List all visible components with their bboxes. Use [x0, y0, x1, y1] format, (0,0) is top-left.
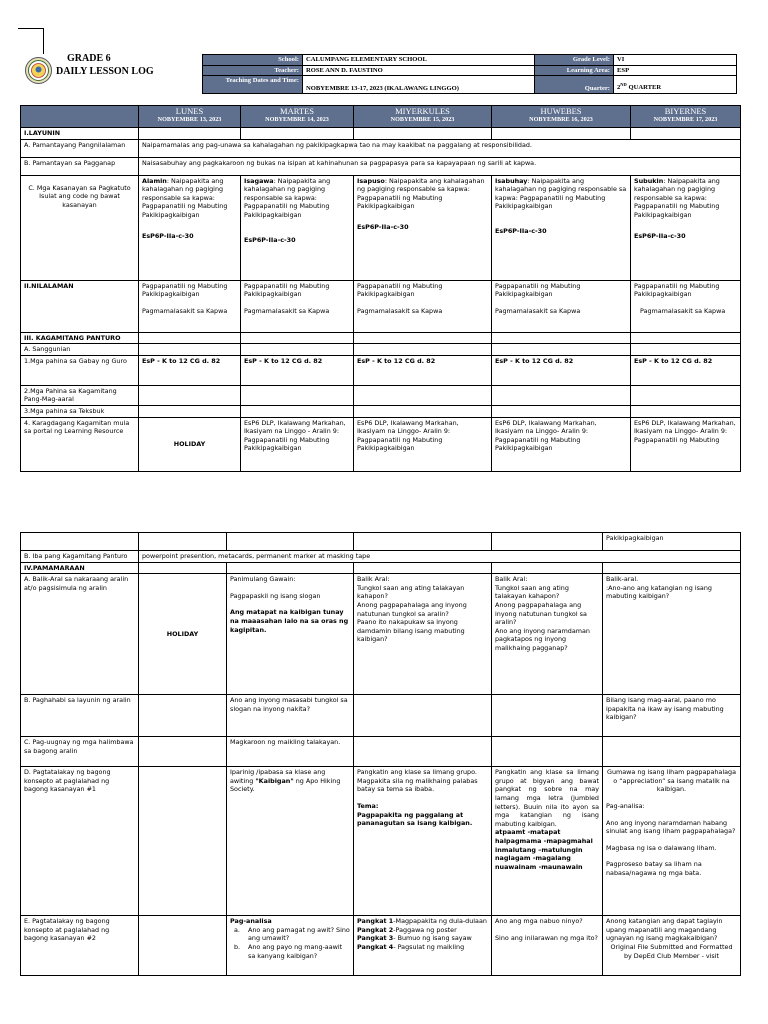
info-table [202, 54, 737, 94]
day-header-huwebes: HUWEBES NOBYEMBRE 16, 2023 [492, 106, 631, 128]
gabay-huwebes: EsP - K to 12 CG d. 82 [492, 355, 631, 385]
corner-line-h [18, 28, 44, 29]
grade-level-label: Grade Level: [535, 55, 614, 66]
learning-area-value: ESP [614, 65, 737, 76]
lesson-table-2 [20, 532, 741, 976]
dll-title: DAILY LESSON LOG [56, 66, 154, 77]
grade-label: GRADE 6 [67, 53, 111, 64]
kasanayan-martes: Isagawa: Naipapakita ang kahalagahan ng pagiging responsable sa kapwa: Pagpapanatili ng Mabuting Pakikipagkaibigan EsP6P-IIa-c-30 [241, 175, 354, 280]
holiday-lunes-2: HOLIDAY [139, 574, 227, 695]
pagtatalakay-1-biyernes: Gumawa ng isang liham pagpapahalaga o “appreciation” sa isang matalik na kaibigan. Pag-analisa: Ano ang inyong naramdaman habang sinulat ang isang liham pagpapahalaga? Magbasa ng isa o dalawang liham. Pagproseso batay sa liham na nabasa/nagawa ng mga bata. [603, 767, 741, 916]
day-header-miyerkules: MIYERKULES NOBYEMBRE 15, 2023 [354, 106, 492, 128]
day-header-martes: MARTES NOBYEMBRE 14, 2023 [241, 106, 354, 128]
row-label-iba-pang-kagamitan: B. Iba pang Kagamitang Panturo [21, 551, 139, 563]
row-label-teksbuk: 3.Mga pahina sa Teksbuk [21, 405, 139, 417]
deped-seal-icon [25, 57, 52, 84]
kasanayan-miyerkules: Isapuso: Naipapakita ang kahalagahan ng pagiging responsable sa kapwa: Pagpapanatili ng Mabuting Pakikipagkaibigan EsP6P-IIa-c-30 [354, 175, 492, 280]
teaching-dates-label: Teaching Dates and Time: [203, 76, 303, 94]
nilalaman-miyerkules: Pagpapanatili ng Mabuting Pakikipagkaibigan Pagmamalasakit sa Kapwa [354, 280, 492, 332]
gabay-miyerkules: EsP - K to 12 CG d. 82 [354, 355, 492, 385]
karagdagan-biyernes: EsP6 DLP, Ikalawang Markahan, Ikasiyam na Linggo- Aralin 9: Pagpapanatili ng Mabuting [631, 417, 741, 471]
karagdagan-miyerkules: EsP6 DLP, Ikalawang Markahan, Ikasiyam na Linggo- Aralin 9: Pagpapanatili ng Mabuting Pakikipagkaibigan [354, 417, 492, 471]
section-pamamaraan: IV.PAMAMARAAN [21, 562, 139, 574]
paghahabi-martes: Ano ang inyong masasabi tungkol sa slogan na inyong nakita? [227, 695, 354, 737]
lesson-table-1 [20, 105, 741, 472]
kasanayan-lunes: Alamin: Naipapakita ang kahalagahan ng pagiging responsable sa kapwa: Pagpapanatili ng Mabuting Pakikipagkaibigan EsP6P-IIa-c-30 [139, 175, 241, 280]
kasanayan-huwebes: Isabuhay: Naipapakita ang kahalagahan ng pagiging responsable sa kapwa: Pagpapanatili ng Mabuting Pakikipagkaibigan EsP6P-IIa-c-30 [492, 175, 631, 280]
pagtatalakay-1-huwebes: Pangkatin ang klase sa limang grupo at bigyan ang bawat pangkat ng sobre na may lamang mga letra (jumbled letters). Buuin nila ito ayon sa mga katangian ng isang mabuting kaibigan. atpaamt -matapat halpagmama -mapagmahal inmalutang –matulungin naglagam -magalang nuawainam -maunawain [492, 767, 603, 916]
day-header-lunes: LUNES NOBYEMBRE 13, 2023 [139, 106, 241, 128]
balik-aral-martes: Panimulang Gawain: Pagpapaskil ng isang slogan Ang matapat na kaibigan tunay na maaasahan lalo na sa oras ng kagipitan. [227, 574, 354, 695]
pagtatalakay-1-miyerkules: Pangkatin ang klase sa limang grupo. Magpakita sila ng malikhaing palabas batay sa tema sa ibaba. Tema: Pagpapakita ng paggalang at pananagutan sa isang kaibigan. [354, 767, 492, 916]
karagdagan-martes: EsP6 DLP, Ikalawang Markahan, Ikasiyam na Linggo - Aralin 9: Pagpapanatili ng Mabuting Pakikipagkaibigan [241, 417, 354, 471]
row-label-paghahabi: B. Paghahabi sa layunin ng aralin [21, 695, 139, 737]
pagtatalakay-2-huwebes: Ano ang mga nabuo ninyo? Sino ang inilarawan ng mga ito? [492, 916, 603, 976]
teacher-value: ROSE ANN D. FAUSTINO [303, 65, 535, 76]
gabay-biyernes: EsP - K to 12 CG d. 82 [631, 355, 741, 385]
day-header-biyernes: BIYERNES NOBYEMBRE 17, 2023 [631, 106, 741, 128]
row-label-karagdagang-kagamitan: 4. Karagdagang Kagamitan mula sa portal ng Learning Resource [21, 417, 139, 471]
row-label-balik-aral: A. Balik-Aral sa nakaraang aralin at/o pagsisimula ng aralin [21, 574, 139, 695]
row-label-pagtatalakay-2: E. Pagtatalakay ng bagong konsepto at paglalahad ng bagong kasanayan #2 [21, 916, 139, 976]
balik-aral-miyerkules: Balik Aral: Tungkol saan ang ating talakayan kahapon? Anong pagpapahalaga ang inyong natutunan tungkol sa aralin? Paano ito nakapukaw sa inyong damdamin bilang isang mabuting kaibigan? [354, 574, 492, 695]
row-label-gabay-ng-guro: 1.Mga pahina sa Gabay ng Guro [21, 355, 139, 385]
nilalaman-huwebes: Pagpapanatili ng Mabuting Pakikipagkaibigan Pagmamalasakit sa Kapwa [492, 280, 631, 332]
balik-aral-biyernes: Balik-aral. :Ano-ano ang katangian ng isang mabuting kaibigan? [603, 574, 741, 695]
gabay-martes: EsP - K to 12 CG d. 82 [241, 355, 354, 385]
nilalaman-biyernes: Pagpapanatili ng Mabuting Pakikipagkaibigan Pagmamalasakit sa Kapwa [631, 280, 741, 332]
list-marker-a: a. [234, 925, 240, 934]
row-label-kagamitang-pang-mag-aaral: 2.Mga Pahina sa Kagamitang Pang-Mag-aaral [21, 385, 139, 405]
list-marker-b: b. [234, 942, 241, 951]
holiday-lunes: HOLIDAY [139, 417, 241, 471]
row-label-pag-uugnay: C. Pag-uugnay ng mga halimbawa sa bagong aralin [21, 737, 139, 767]
corner-line-v [43, 28, 44, 54]
school-label: School: [203, 55, 303, 66]
teacher-label: Teacher: [203, 65, 303, 76]
balik-aral-huwebes: Balik Aral: Tungkol saan ang ating talakayan kahapon? Anong pagpapahalaga ang inyong natutunan tungkol sa aralin? Ano ang inyong naramdaman pagkatapos ng inyong malikhaing pagganap? [492, 574, 603, 695]
kasanayan-biyernes: Subukin: Naipapakita ang kahalagahan ng pagiging responsable sa kapwa: Pagpapanatili ng Mabuting Pakikipagkaibigan EsP6P-IIa-c-30 [631, 175, 741, 280]
pagtatalakay-2-martes: Pag-analisa a. Ano ang pamagat ng awit? Sino ang umawit? b. Ano ang payo ng mang-aawit sa kanyang kaibigan? [227, 916, 354, 976]
karagdagan-huwebes: EsP6 DLP, Ikalawang Markahan, Ikasiyam na Linggo- Aralin 9: Pagpapanatili ng Mabuting Pakikipagkaibigan [492, 417, 631, 471]
row-label-kasanayan: C. Mga Kasanayan sa Pagkatuto Isulat ang code ng bawat kasanayan [21, 175, 139, 280]
pamantayang-pangnilalaman-text: Naipamamalas ang pag-unawa sa kahalagahan ng pakikipagkapwa tao na may kaakibat na paggalang at responsibilidad. [139, 139, 741, 157]
school-value: CALUMPANG ELEMENTARY SCHOOL [303, 55, 535, 66]
iba-pang-kagamitan-text: powerpoint presention, metacards, permanent marker at masking tape [139, 551, 741, 563]
pagtatalakay-2-biyernes: Anong katangian ang dapat taglayin upang mapanatili ang magandang ugnayan ng isang magkakaibigan? Original File Submitted and Formatted by DepEd Club Member - visit [603, 916, 741, 976]
nilalaman-lunes: Pagpapanatili ng Mabuting Pakikipagkaibigan Pagmamalasakit sa Kapwa [139, 280, 241, 332]
teaching-dates-value: NOBYEMBRE 13-17, 2023 (IKALAWANG LINGGO) [303, 76, 535, 94]
pagtatalakay-1-martes: Iparinig /ipabasa sa klase ang awiting "Kaibigan" ng Apo Hiking Society. [227, 767, 354, 916]
section-layunin: I.LAYUNIN [21, 128, 139, 140]
nilalaman-martes: Pagpapanatili ng Mabuting Pakikipagkaibigan Pagmamalasakit sa Kapwa [241, 280, 354, 332]
section-nilalaman: II.NILALAMAN [21, 280, 139, 332]
row-label-pagtatalakay-1: D. Pagtatalakay ng bagong konsepto at paglalahad ng bagong kasanayan #1 [21, 767, 139, 916]
pamantayan-sa-pagganap-text: Naisasabuhay ang pagkakaroon ng bukas na isipan at kahinahunan sa pagpapasya para sa kapayapaan ng sarili at kapwa. [139, 157, 741, 175]
pagtatalakay-2-miyerkules: Pangkat 1-Magpapakita ng dula-dulaan Pangkat 2-Paggawa ng poster Pangkat 3- Bumuo ng isang sayaw Pangkat 4- Pagsulat ng maikling [354, 916, 492, 976]
quarter-value: 2ND QUARTER [614, 76, 737, 94]
row-label-sanggunian: A. Sanggunian [21, 344, 139, 356]
paghahabi-biyernes: Bilang isang mag-aaral, paano mo ipapakita na ikaw ay isang mabuting kaibigan? [603, 695, 741, 737]
gabay-lunes: EsP - K to 12 CG d. 82 [139, 355, 241, 385]
row-label-pamantayan-sa-pagganap: B. Pamantayan sa Pagganap [21, 157, 139, 175]
learning-area-label: Learning Area: [535, 65, 614, 76]
grade-level-value: VI [614, 55, 737, 66]
corner-cell [21, 106, 139, 128]
quarter-label: Quarter: [535, 76, 614, 94]
carryover-text: Pakikipagkaibigan [603, 533, 741, 551]
row-label-pamantayang-pangnilalaman: A. Pamantayang Pangnilalaman [21, 139, 139, 157]
pag-uugnay-martes: Magkaroon ng maikling talakayan. [227, 737, 354, 767]
section-kagamitang-panturo: III. KAGAMITANG PANTURO [21, 332, 139, 344]
